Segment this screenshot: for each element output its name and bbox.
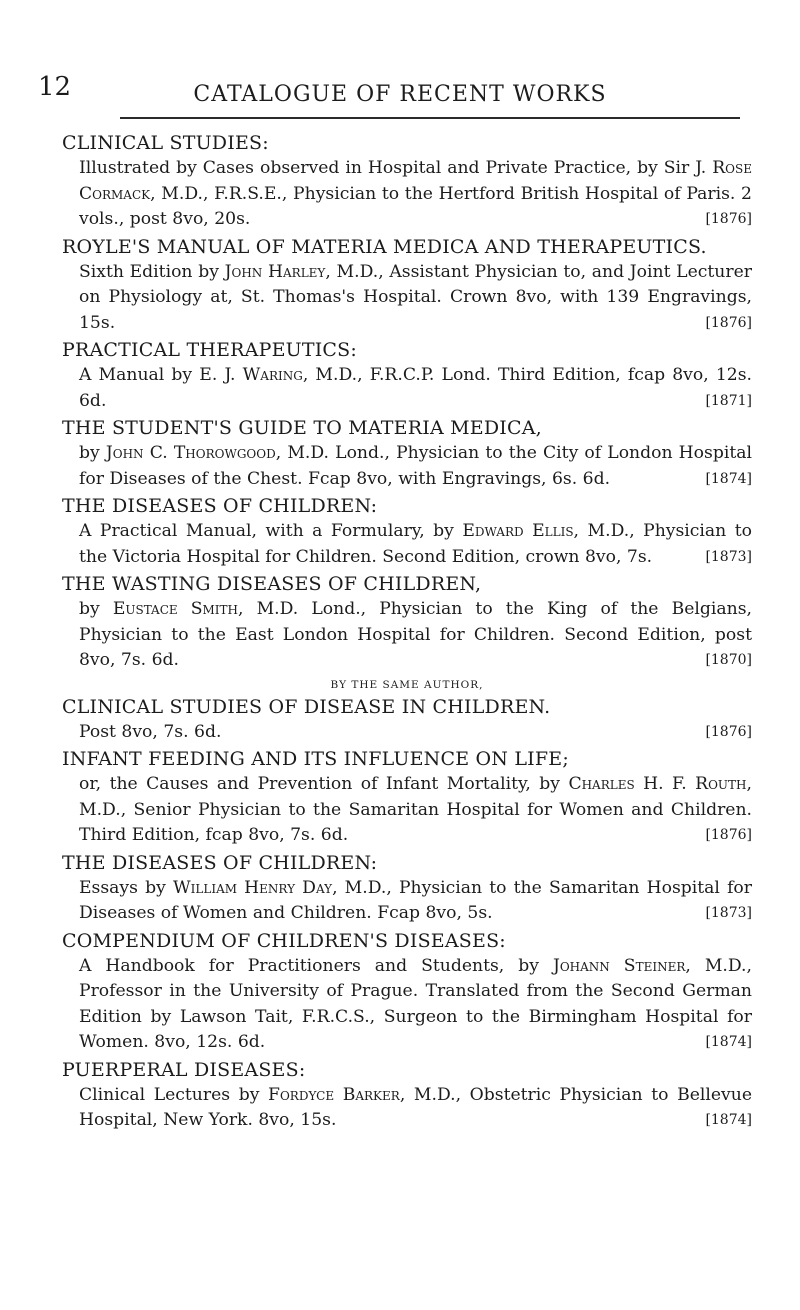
entry-date: [1873] xyxy=(705,548,752,565)
entry-date: [1876] xyxy=(705,723,752,740)
entry-description-text: by xyxy=(79,599,113,619)
entry-date: [1870] xyxy=(705,652,752,668)
entry-date: [1873] xyxy=(705,905,752,921)
entry-details: , M.D., Professor in the University of Prague. Translated from the Second German Edition by Lawson Tait, F.R.C.S., Surgeon to the Birmingham Hospital for Women. 8vo, 12s. 6d. xyxy=(79,955,752,1052)
catalogue-entry xyxy=(62,850,752,927)
catalogue-entry xyxy=(62,571,752,674)
entry-description xyxy=(62,156,752,233)
entry-description-text: by xyxy=(79,443,106,463)
entry-description-text: A Manual by xyxy=(79,365,200,385)
entry-description-text: Illustrated by Cases observed in Hospital and Private Practice, by Sir xyxy=(79,158,696,178)
entry-details: , M.D., F.R.S.E., Physician to the Hertford British Hospital of Paris. 2 vols., post 8vo, 20s. xyxy=(79,183,752,229)
entry-description-text: Sixth Edition by xyxy=(79,261,225,282)
entry-description-text: Essays by xyxy=(79,877,173,898)
entry-author: E. J. Waring xyxy=(199,365,303,385)
catalogue-entry xyxy=(62,493,752,570)
entry-title: THE WASTING DISEASES OF CHILDREN, xyxy=(62,573,482,595)
entry-description-text: A Practical Manual, with a Formulary, by xyxy=(79,521,463,541)
entry-details: , M.D., Physician to the Samaritan Hospital for Diseases of Women and Children. Fcap 8vo, 5s. xyxy=(79,877,752,923)
entry-description xyxy=(62,260,752,337)
entry-description xyxy=(62,597,752,674)
entry-title: CLINICAL STUDIES: xyxy=(62,132,269,154)
header-rule xyxy=(120,117,740,119)
entry-author: John Harley xyxy=(224,261,326,282)
entry-date: [1876] xyxy=(705,211,752,227)
catalogue-entry xyxy=(62,234,752,337)
entry-author: William Henry Day xyxy=(172,877,333,898)
entry-title: THE DISEASES OF CHILDREN: xyxy=(62,495,378,517)
catalogue-entry xyxy=(62,928,752,1056)
entry-author: John C. Thorowgood xyxy=(105,443,276,463)
entry-title: ROYLE'S MANUAL OF MATERIA MEDICA AND THERAPEUTICS. xyxy=(62,235,707,258)
entry-details: , M.D., Obstetric Physician to Bellevue Hospital, New York. 8vo, 15s. xyxy=(79,1084,752,1130)
entry-date: [1874] xyxy=(705,1112,752,1128)
entry-description xyxy=(62,876,752,927)
page-number: 12 xyxy=(38,72,72,102)
entry-title: COMPENDIUM OF CHILDREN'S DISEASES: xyxy=(62,929,506,952)
entry-author: Edward Ellis xyxy=(462,521,574,541)
entry-author: J. Rose Cormack xyxy=(79,158,752,204)
entry-date: [1876] xyxy=(705,314,752,331)
entry-author: Charles H. F. Routh xyxy=(568,774,747,794)
entry-description-text: Post 8vo, 7s. 6d. xyxy=(79,721,222,742)
catalogue-entry xyxy=(62,337,752,414)
entry-description xyxy=(62,363,752,414)
entry-details: , M.D., Senior Physician to the Samaritan Hospital for Women and Children. Third Edition, fcap 8vo, 7s. 6d. xyxy=(79,774,752,845)
entry-description-text: A Handbook for Practitioners and Students, by xyxy=(79,955,553,976)
entry-details: , M.D., F.R.C.P. Lond. Third Edition, fcap 8vo, 12s. 6d. xyxy=(79,365,752,411)
entry-details: , M.D. Lond., Physician to the King of the Belgians, Physician to the East London Hospital for Children. Second Edition, post 8vo, 7s. 6d. xyxy=(79,599,752,670)
entry-description-text: Clinical Lectures by xyxy=(79,1084,269,1105)
entry-author: Fordyce Barker xyxy=(268,1084,400,1105)
entry-title: THE STUDENT'S GUIDE TO MATERIA MEDICA, xyxy=(62,417,542,439)
entry-title: INFANT FEEDING AND ITS INFLUENCE ON LIFE; xyxy=(62,748,569,770)
entry-title: CLINICAL STUDIES OF DISEASE IN CHILDREN. xyxy=(62,695,551,718)
entry-description-text: or, the Causes and Prevention of Infant Mortality, by xyxy=(79,774,569,794)
entry-description xyxy=(62,772,752,849)
entry-author: Eustace Smith xyxy=(112,599,239,619)
entry-details: , M.D., Physician to the Victoria Hospital for Children. Second Edition, crown 8vo, 7s. xyxy=(79,521,752,567)
catalogue-entry xyxy=(62,676,752,746)
entry-description xyxy=(62,954,752,1056)
entry-description xyxy=(62,441,752,492)
entry-date: [1876] xyxy=(705,827,752,843)
entry-title: PRACTICAL THERAPEUTICS: xyxy=(62,339,357,361)
entry-date: [1871] xyxy=(705,392,752,409)
entry-title: THE DISEASES OF CHILDREN: xyxy=(62,851,378,874)
by-same-author-note: BY THE SAME AUTHOR, xyxy=(330,678,484,691)
running-title: CATALOGUE OF RECENT WORKS xyxy=(193,82,607,107)
entry-details: , M.D. Lond., Physician to the City of London Hospital for Diseases of the Chest. Fcap 8vo, with Engravings, 6s. 6d. xyxy=(79,443,752,489)
entry-details: , M.D., Assistant Physician to, and Joint Lecturer on Physiology at, St. Thomas's Hospital. Crown 8vo, with 139 Engravings, 15s. xyxy=(79,261,752,333)
catalogue-entry xyxy=(62,415,752,492)
catalogue-entries xyxy=(62,130,752,1135)
catalogue-entry xyxy=(62,130,752,233)
entry-description xyxy=(62,519,752,570)
entry-description xyxy=(62,1083,752,1134)
entry-title: PUERPERAL DISEASES: xyxy=(62,1058,306,1081)
entry-date: [1874] xyxy=(705,1034,752,1050)
entry-date: [1874] xyxy=(705,470,752,487)
catalogue-entry xyxy=(62,746,752,849)
entry-description xyxy=(62,720,752,746)
catalogue-entry xyxy=(62,1057,752,1134)
entry-author: Johann Steiner xyxy=(552,955,686,976)
